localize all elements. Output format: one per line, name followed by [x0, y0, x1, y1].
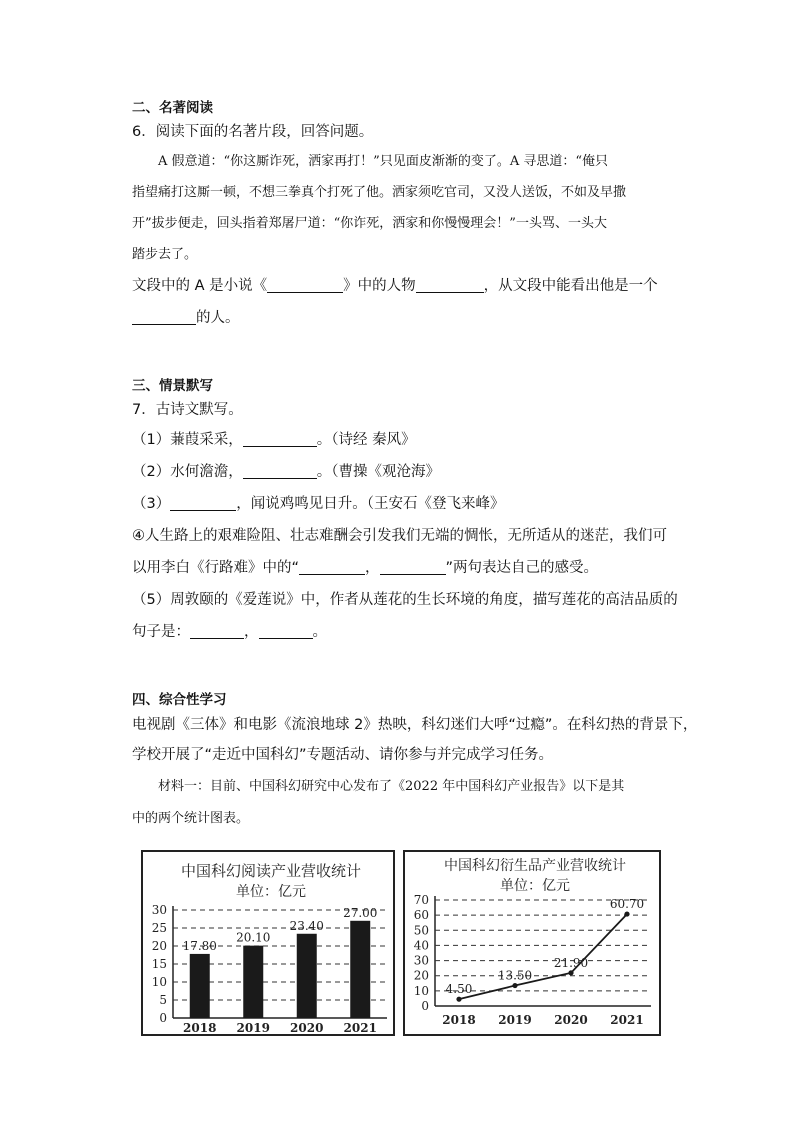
section-heading-2: 二、名著阅读 [132, 100, 213, 116]
y-tick-label: 20 [151, 939, 167, 953]
x-tick-label: 2018 [183, 1021, 217, 1034]
data-point [512, 983, 517, 988]
y-tick-label: 10 [151, 975, 167, 989]
y-tick-label: 25 [151, 921, 167, 935]
data-label: 23.40 [289, 918, 324, 933]
x-tick-label: 2021 [610, 1013, 644, 1027]
question-6-text-c: ，从文段中能看出他是一个 [483, 278, 658, 294]
answer-blank[interactable] [416, 274, 484, 293]
answer-blank[interactable] [170, 492, 236, 511]
x-tick-label: 2020 [290, 1021, 324, 1034]
item-text: 以用李白《行路难》中的“ [132, 560, 300, 576]
intro-line: 电视剧《三体》和电影《流浪地球 2》热映，科幻迷们大呼“过瘾”。在科幻热的背景下， [132, 717, 698, 733]
question-6-stem: 6．阅读下面的名著片段，回答问题。 [132, 124, 374, 140]
y-tick-label: 60 [413, 908, 429, 923]
question-7-item-5-line-1: （5）周敦颐的《爱莲说》中，作者从莲花的生长环境的角度，描写莲花的高洁品质的 [132, 592, 678, 608]
charts-area [141, 850, 661, 1040]
y-tick-label: 20 [413, 968, 429, 983]
item-text: 。 [312, 624, 327, 640]
passage-line: 踏步去了。 [132, 247, 198, 262]
answer-blank[interactable] [380, 556, 446, 575]
answer-blank[interactable] [132, 306, 196, 325]
bar [243, 946, 263, 1018]
y-tick-label: 40 [413, 938, 429, 953]
answer-blank[interactable] [299, 556, 365, 575]
question-7-stem: 7．古诗文默写。 [132, 402, 243, 418]
data-label: 60.70 [609, 897, 645, 912]
question-7-item-5-line-2 [132, 616, 672, 648]
question-6-line-2 [132, 302, 672, 334]
chart-title: 中国科幻衍生品产业营收统计 [444, 858, 626, 874]
section-heading-3: 三、情景默写 [132, 378, 213, 394]
y-tick-label: 5 [159, 993, 167, 1007]
passage-line: A 假意道：“你这厮诈死，洒家再打！”只见面皮渐渐的变了。A 寻思道：“俺只 [158, 154, 608, 169]
item-text: 。（诗经 秦风》 [316, 432, 416, 448]
material-line: 中的两个统计图表。 [132, 811, 250, 826]
spacer [132, 648, 672, 690]
passage-line: 开”拔步便走，回头指着郑屠尸道：“你诈死，洒家和你慢慢理会！”一头骂、一头大 [132, 216, 607, 231]
y-tick-label: 0 [421, 999, 429, 1013]
section-heading-4: 四、综合性学习 [132, 692, 227, 708]
data-label: 21.90 [553, 955, 589, 970]
item-text: ， [365, 560, 380, 576]
derivative-revenue-svg [405, 852, 659, 1034]
question-7-item-4-line-2 [132, 552, 672, 584]
data-label: 4.50 [445, 982, 473, 997]
bar [190, 954, 210, 1018]
y-tick-label: 30 [151, 903, 167, 917]
x-tick-label: 2020 [554, 1013, 588, 1027]
data-label: 13.50 [497, 968, 533, 983]
passage [132, 146, 672, 270]
question-7-item-2 [132, 456, 672, 488]
answer-blank[interactable] [267, 274, 343, 293]
y-tick-label: 10 [413, 983, 429, 998]
bar [350, 921, 370, 1018]
question-6-text-b: 》中的人物 [343, 278, 416, 294]
question-7-item-1 [132, 424, 672, 456]
spacer [132, 334, 672, 376]
x-tick-label: 2019 [236, 1021, 270, 1034]
chart-title: 中国科幻阅读产业营收统计 [180, 862, 362, 880]
material-line: 材料一：目前、中国科幻研究中心发布了《2022 年中国科幻产业报告》以下是其 [158, 779, 625, 794]
y-tick-label: 70 [413, 893, 429, 907]
series-line [459, 914, 627, 999]
item-text: （3） [132, 496, 171, 512]
passage-line: 指望痛打这厮一顿，不想三拳真个打死了他。洒家须吃官司，又没人送饭，不如及早撒 [132, 185, 627, 200]
y-tick-label: 50 [413, 923, 429, 938]
item-text: （1）蒹葭采采， [132, 432, 243, 448]
data-label: 27.00 [343, 905, 378, 920]
intro-line: 学校开展了“走近中国科幻”专题活动、请你参与并完成学习任务。 [132, 747, 554, 763]
reading-revenue-svg [143, 852, 393, 1034]
reading-revenue-chart [141, 850, 395, 1036]
answer-blank[interactable] [259, 620, 313, 639]
bar [297, 934, 317, 1018]
answer-blank[interactable] [190, 620, 244, 639]
item-text: ”两句表达自己的感受。 [445, 560, 599, 576]
question-6-text-d: 的人。 [196, 310, 240, 326]
chart-subtitle: 单位：亿元 [500, 878, 570, 894]
data-point [568, 970, 573, 975]
item-text: 。（曹操《观沧海》 [316, 464, 440, 480]
document-body [132, 98, 698, 834]
derivative-revenue-chart [403, 850, 661, 1036]
x-tick-label: 2019 [498, 1013, 532, 1027]
answer-blank[interactable] [243, 428, 317, 447]
item-text: ，闻说鸡鸣见日升。（王安石《登飞来峰》 [236, 496, 505, 512]
data-point [624, 911, 629, 916]
y-tick-label: 30 [413, 953, 429, 968]
answer-blank[interactable] [243, 460, 317, 479]
y-tick-label: 0 [159, 1011, 167, 1025]
data-label: 17.80 [182, 938, 217, 953]
data-label: 20.10 [236, 930, 271, 945]
item-text: 句子是： [132, 624, 190, 640]
question-6-text-a: 文段中的 A 是小说《 [132, 278, 268, 294]
item-text: （2）水何澹澹， [132, 464, 243, 480]
data-point [456, 997, 461, 1002]
question-6-line-1 [132, 270, 672, 302]
chart-subtitle: 单位：亿元 [236, 884, 306, 900]
item-text: ， [244, 624, 259, 640]
x-tick-label: 2021 [343, 1021, 377, 1034]
x-tick-label: 2018 [442, 1013, 476, 1027]
y-tick-label: 15 [151, 957, 167, 971]
question-7-item-4-line-1: ④人生路上的艰难险阻、壮志难酬会引发我们无端的惆怅，无所适从的迷茫，我们可 [132, 528, 667, 544]
question-7-item-3 [132, 488, 672, 520]
